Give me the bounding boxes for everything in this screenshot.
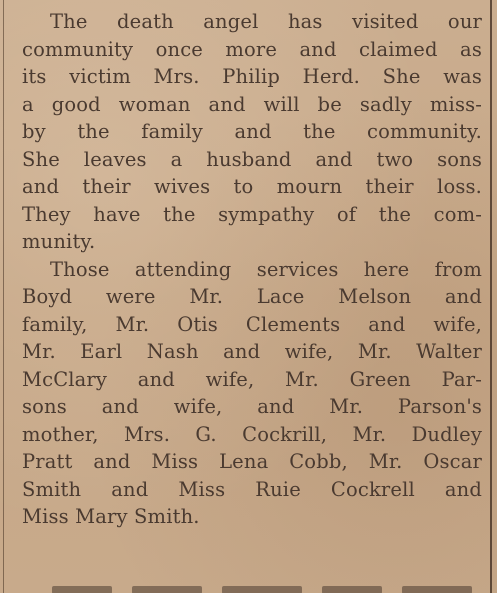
column-rule-left (3, 0, 4, 593)
article-line: munity. (22, 230, 96, 253)
article-line: Mr. Earl Nash and wife, Mr. Walter (22, 340, 482, 363)
article-line: The death angel has visited our (50, 10, 482, 33)
article-line: a good woman and will be sadly miss- (22, 92, 482, 116)
column-rule-right (490, 0, 492, 593)
article-line: Those attending services here from (50, 257, 482, 281)
article-line: Smith and Miss Ruie Cockrell and (22, 477, 482, 501)
article-line: family, Mr. Otis Clements and wife, (22, 312, 482, 336)
article-line: community once more and claimed as (22, 37, 482, 61)
article-line: Boyd were Mr. Lace Melson and (22, 285, 482, 308)
article-line: by the family and the community. (22, 120, 482, 143)
cut-off-next-line (22, 583, 482, 593)
article-line: They have the sympathy of the com- (22, 202, 482, 226)
article-line: and their wives to mourn their loss. (22, 175, 482, 198)
article-line: sons and wife, and Mr. Parson's (22, 395, 482, 418)
article-line: mother, Mrs. G. Cockrill, Mr. Dudley (22, 422, 482, 446)
article-line: She leaves a husband and two sons (22, 147, 482, 171)
article-body (22, 8, 482, 531)
article-line: Miss Mary Smith. (22, 505, 200, 528)
article-line: its victim Mrs. Philip Herd. She was (22, 65, 482, 88)
article-line: McClary and wife, Mr. Green Par- (22, 367, 482, 391)
article-line: Pratt and Miss Lena Cobb, Mr. Oscar (22, 450, 482, 473)
